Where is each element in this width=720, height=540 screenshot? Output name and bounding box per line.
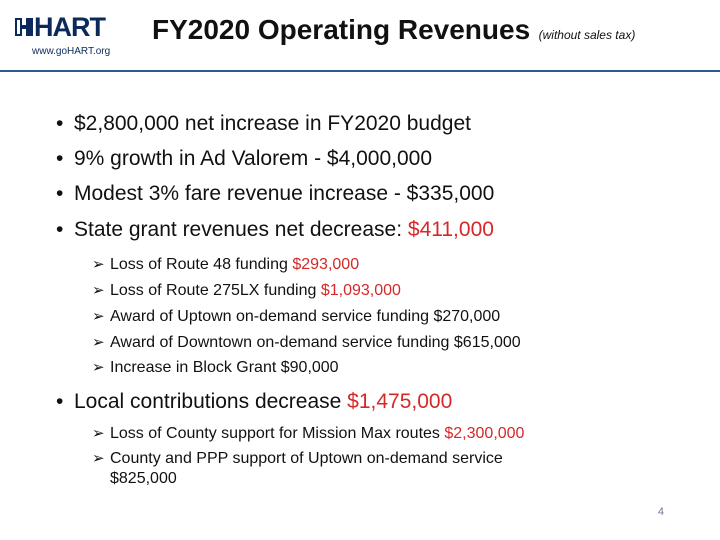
bullet-dot-icon: • [56,112,64,135]
sub-county-ppp-amount [110,470,177,488]
sub-text: Loss of Route 275LX funding [110,282,321,299]
bullet-net-increase [56,112,471,136]
bullet-text: $2,800,000 net increase in FY2020 budget [74,112,471,135]
bullet-dot-icon: • [56,182,64,205]
arrow-icon: ➢ [92,450,105,467]
arrow-icon: ➢ [92,425,105,442]
arrow-icon: ➢ [92,282,105,299]
bullet-text: 9% growth in Ad Valorem - $4,000,000 [74,147,432,170]
bullet-highlight-amount: $1,475,000 [347,390,453,413]
sub-mission-max [92,424,524,443]
bullet-state-grant [56,218,494,242]
bullet-highlight-amount: $411,000 [407,218,494,241]
sub-text: Loss of Route 48 funding [110,256,293,273]
sub-text: Award of Uptown on-demand service funding $270,000 [110,308,501,325]
sub-downtown-award [92,333,521,352]
sub-highlight-amount: $1,093,000 [320,282,401,299]
sub-text: County and PPP support of Uptown on-demand service [110,450,503,467]
sub-highlight-amount: $2,300,000 [444,425,525,442]
sub-route-48 [92,255,359,274]
sub-route-275lx [92,281,401,300]
title-main: FY2020 Operating Revenues [152,14,531,45]
bullet-fare-revenue [56,182,494,206]
bullet-dot-icon: • [56,147,64,170]
sub-highlight-amount: $293,000 [292,256,360,273]
sub-block-grant [92,358,339,377]
sub-text: Award of Downtown on-demand service funding $615,000 [110,334,521,351]
arrow-icon: ➢ [92,256,105,273]
arrow-icon: ➢ [92,334,105,351]
bullet-ad-valorem [56,147,432,171]
sub-uptown-award [92,307,500,326]
sub-text: Loss of County support for Mission Max routes [110,425,445,442]
arrow-icon: ➢ [92,308,105,325]
sub-county-ppp [92,449,503,468]
logo-name: HART [34,12,105,42]
bullet-text: State grant revenues net decrease: [74,218,408,241]
title-subtitle: (without sales tax) [538,28,636,42]
bullet-text: Modest 3% fare revenue increase - $335,000 [74,182,495,205]
sub-text: $825,000 [110,470,177,487]
logo-url: www.goHART.org [32,46,111,57]
bullet-text: Local contributions decrease [74,390,348,413]
bullet-local-contributions [56,390,452,414]
sub-text: Increase in Block Grant $90,000 [110,359,339,376]
arrow-icon: ➢ [92,359,105,376]
page-number: 4 [657,506,664,518]
bullet-dot-icon: • [56,218,64,241]
bullet-dot-icon: • [56,390,64,413]
